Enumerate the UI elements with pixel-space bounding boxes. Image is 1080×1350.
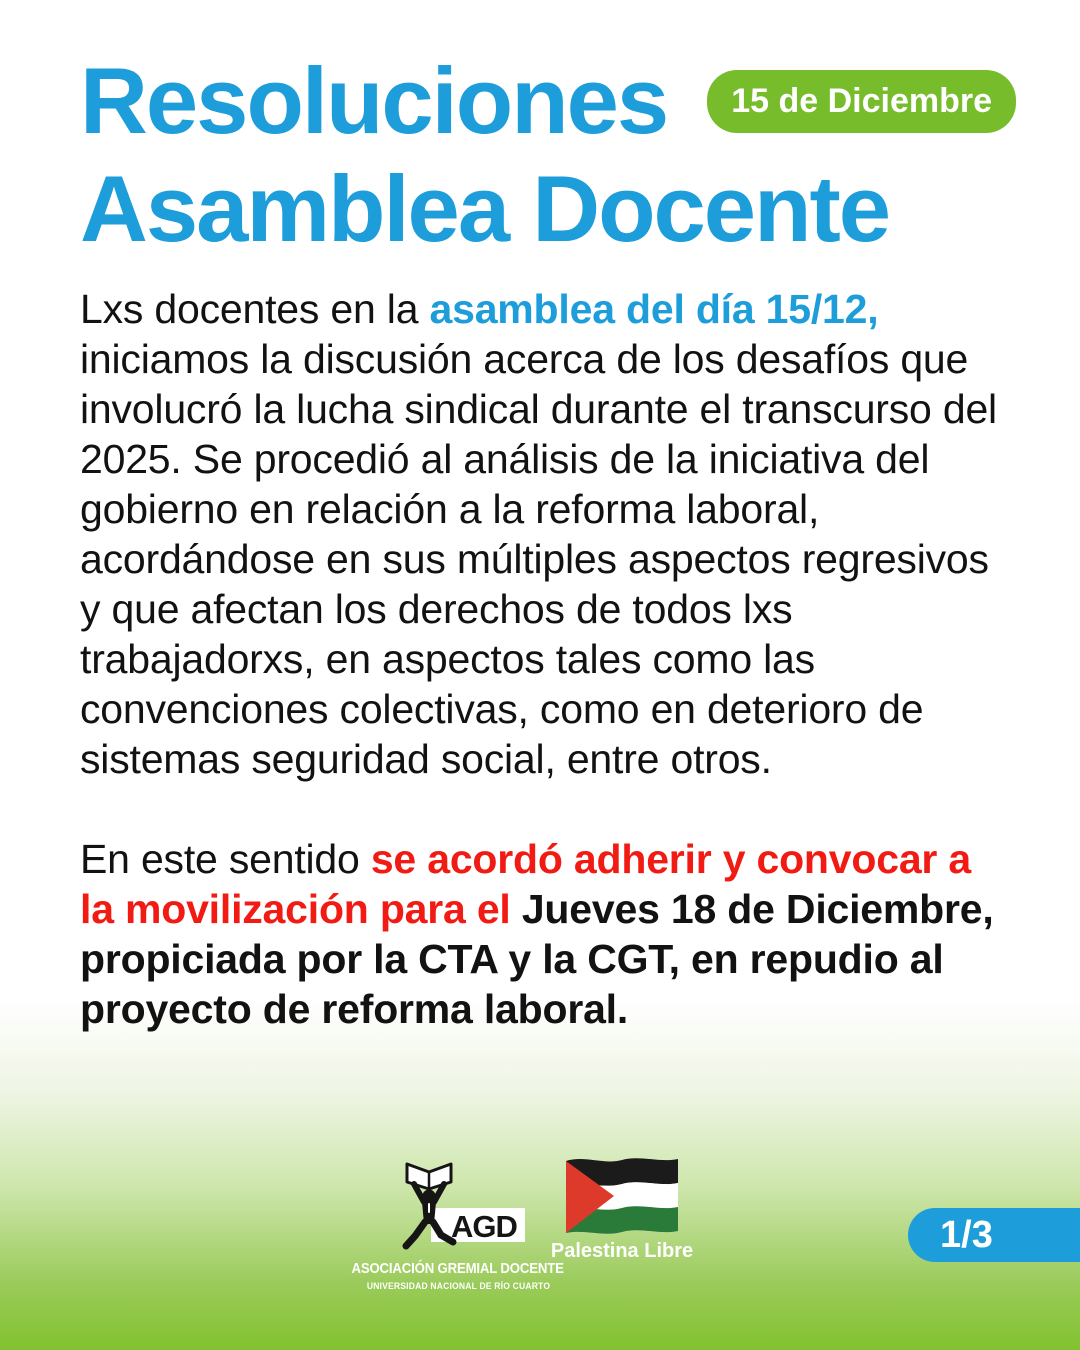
paragraph-1 [80,284,1012,784]
flag-caption: Palestina Libre [550,1240,694,1262]
page-title-line2: Asamblea Docente [80,156,890,261]
palestine-flag-block [547,1156,697,1263]
agd-subname: UNIVERSIDAD NACIONAL DE RÍO CUARTO [366,1281,550,1291]
palestine-flag-icon [566,1156,678,1236]
paragraph-2-red-highlight: se acordó adherir y convocar a la movilización para el [80,836,971,932]
paragraph-2 [80,834,1012,1034]
paragraph-1-blue-highlight: asamblea del día 15/12, [429,286,879,332]
page-title-line1: Resoluciones [80,48,668,153]
page-indicator-badge [908,1208,1080,1262]
paragraph-2-bold: Jueves 18 de Diciembre, propiciada por la CTA y la CGT, en repudio al proyecto de reforma laboral. [80,886,994,1032]
paragraph-1-rest: iniciamos la discusión acerca de los desafíos que involucró la lucha sindical durante el transcurso del 2025. Se procedió al análisis de la iniciativa del gobierno en relación a la reforma laboral, acordándose en sus múltiples aspectos regresivos y que afectan los derechos de todos lxs trabajadorxs, en aspectos tales como las convenciones colectivas, como en deterioro de sistemas seguridad social, entre otros. [80,336,997,782]
page-indicator-text: 1/3 [940,1213,993,1256]
paragraph-1-start: Lxs docentes en la [80,286,430,332]
date-badge: 15 de Diciembre [707,70,1016,133]
body-text [80,284,1012,1034]
title-row [80,48,1016,153]
header [80,48,1016,261]
agd-name: ASOCIACIÓN GREMIAL DOCENTE [351,1260,565,1277]
agd-acronym: AGD [450,1209,517,1244]
agd-logo [351,1156,565,1291]
paragraph-2-start: En este sentido [80,836,371,882]
agd-logo-mark-icon [391,1156,526,1256]
